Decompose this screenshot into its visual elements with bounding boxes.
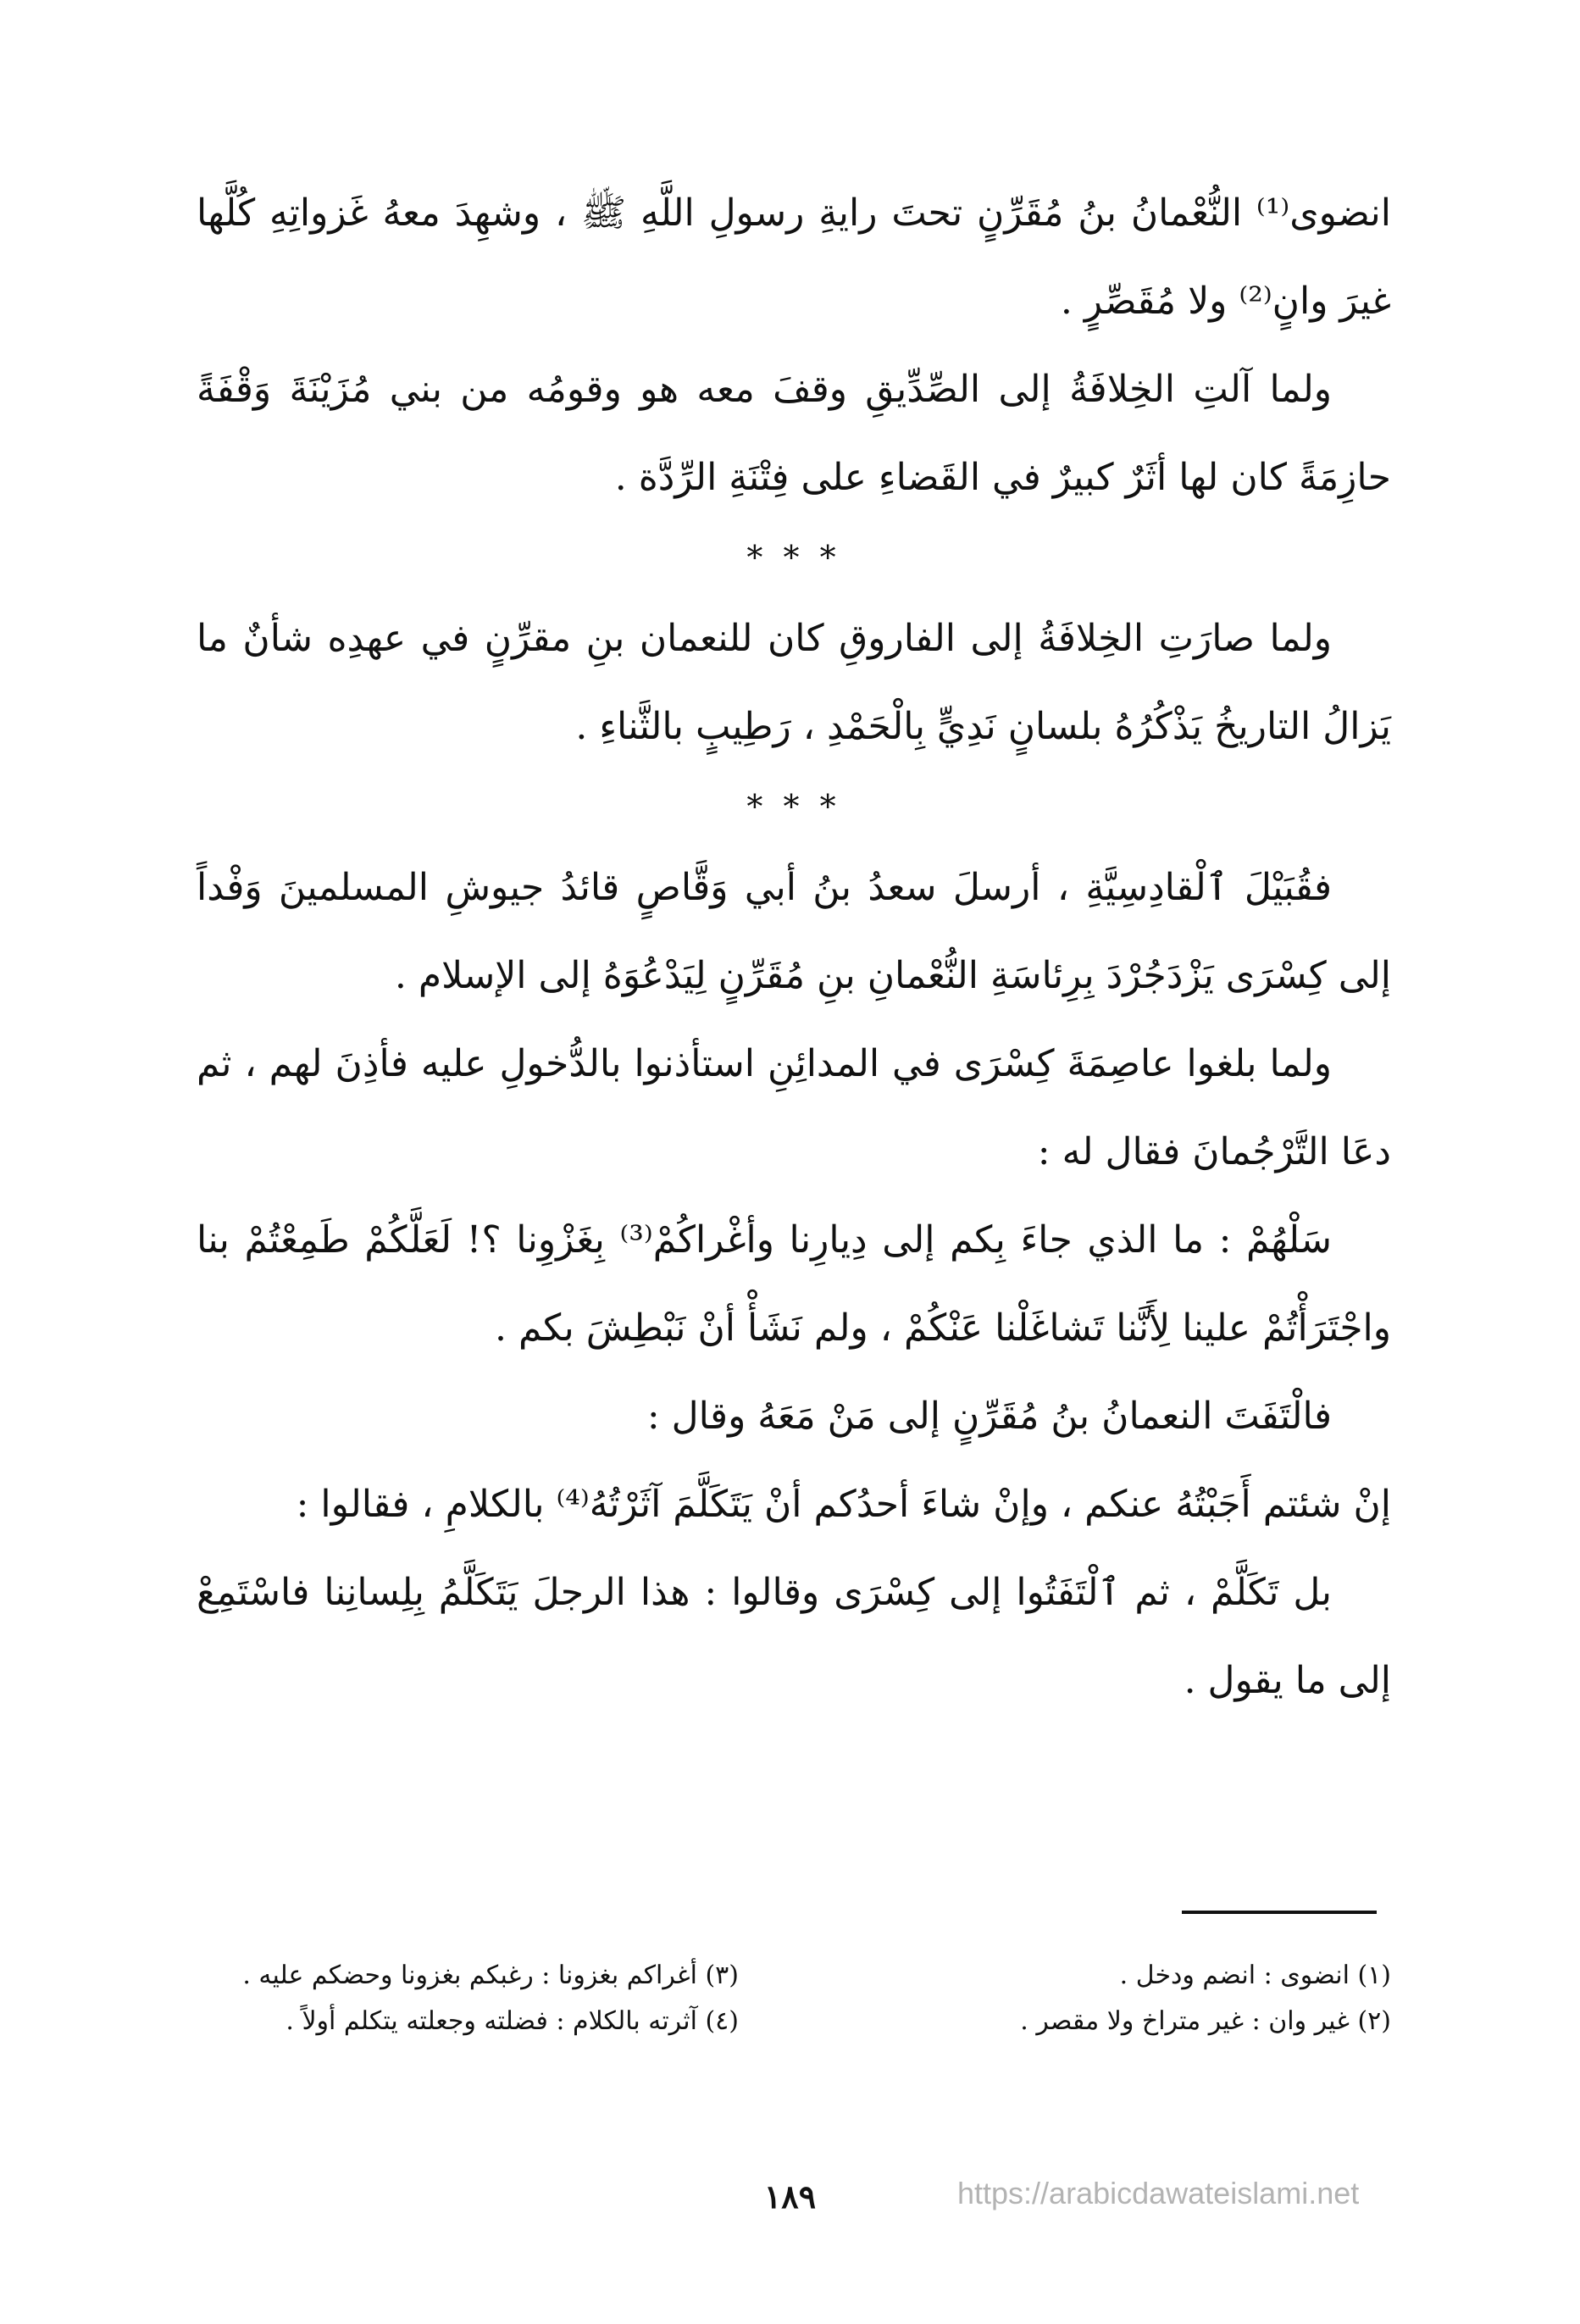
paragraph-4: فقُبَيْلَ ٱلْقادِسِيَّةِ ، أرسلَ سعدُ بنُ أبي وَقَّاصٍ قائدُ جيوشِ المسلمينَ وَفْداً إلى كِسْرَى يَزْدَجُرْدَ بِرِئاسَةِ النُّعْمانِ بنِ مُقَرِّنٍ لِيَدْعُوَهُ إلى الإسلام .	[197, 866, 1391, 997]
paragraph-7: فالْتَفَتَ النعمانُ بنُ مُقَرِّنٍ إلى مَنْ مَعَهُ وقال :	[646, 1395, 1332, 1438]
paragraph-1: انضوى⁽¹⁾ النُّعْمانُ بنُ مُقَرِّنٍ تحتَ رايةِ رسولِ اللَّهِ ﷺ ، وشهِدَ معهُ غَزواتِهِ كُلَّها غيرَ وانٍ⁽²⁾ ولا مُقَصِّرٍ .	[197, 191, 1391, 323]
section-separator: * * *	[746, 788, 841, 825]
page-number: ١٨٩	[763, 2177, 817, 2216]
footnotes	[197, 1953, 1391, 2044]
main-text	[197, 169, 1391, 1725]
footnote-1: (١) انضوى : انضم ودخل .	[1119, 1961, 1391, 1990]
paragraph-5: ولما بلغوا عاصِمَةَ كِسْرَى في المدائِنِ استأذنوا بالدُّخولِ عليه فأذِنَ لهم ، ثم دعَا التَّرْجُمانَ فقال له :	[197, 1042, 1391, 1173]
watermark-url: https://arabicdawateislami.net	[957, 2176, 1360, 2210]
paragraph-9: بل تَكَلَّمْ ، ثم ٱلْتَفَتُوا إلى كِسْرَى وقالوا : هذا الرجلَ يَتَكَلَّمُ بِلِسانِنا فاسْتَمِعْ إلى ما يقول .	[197, 1571, 1391, 1702]
footnote-4: (٤) آثرته بالكلام : فضلته وجعلته يتكلم أولاً .	[286, 2006, 739, 2036]
footnote-2: (٢) غير وان : غير متراخ ولا مقصر .	[1020, 2006, 1391, 2036]
footnotes-right-column	[849, 1953, 1391, 2044]
footnote-divider	[1182, 1911, 1377, 1914]
paragraph-3: ولما صارَتِ الخِلافَةُ إلى الفاروقِ كان للنعمان بنِ مقرِّنٍ في عهدِه شأنٌ ما يَزالُ التاريخُ يَذْكُرُهُ بلسانٍ نَدِيٍّ بِالْحَمْدِ ، رَطِيبٍ بالثَّناءِ .	[197, 617, 1391, 748]
paragraph-8: إنْ شئتم أَجَبْتُهُ عنكم ، وإنْ شاءَ أحدُكم أنْ يَتَكَلَّمَ آثَرْتُهُ⁽⁴⁾ بالكلامِ ، فقالوا :	[296, 1483, 1391, 1526]
footnotes-left-column	[197, 1953, 739, 2044]
paragraph-2: ولما آلتِ الخِلافَةُ إلى الصِّدِّيقِ وقفَ معه هو وقومُه من بني مُزَيْنَةَ وَقْفَةً حازِمَةً كان لها أثَرٌ كبيرٌ في القَضاءِ على فِتْنَةِ الرِّدَّة .	[197, 368, 1391, 499]
section-separator: * * *	[746, 539, 841, 576]
footnote-3: (٣) أغراكم بغزونا : رغبكم بغزونا وحضكم عليه .	[242, 1961, 739, 1990]
paragraph-6: سَلْهُمْ : ما الذي جاءَ بِكم إلى دِيارِنا وأغْراكُمْ⁽³⁾ بِغَزْوِنا ؟! لَعَلَّكُمْ طَمِعْتُمْ بنا واجْتَرَأْتُمْ علينا لِأَنَّنا تَشاغَلْنا عَنْكُمْ ، ولم نَشَأْ أنْ نَبْطِشَ بكم .	[197, 1218, 1391, 1350]
